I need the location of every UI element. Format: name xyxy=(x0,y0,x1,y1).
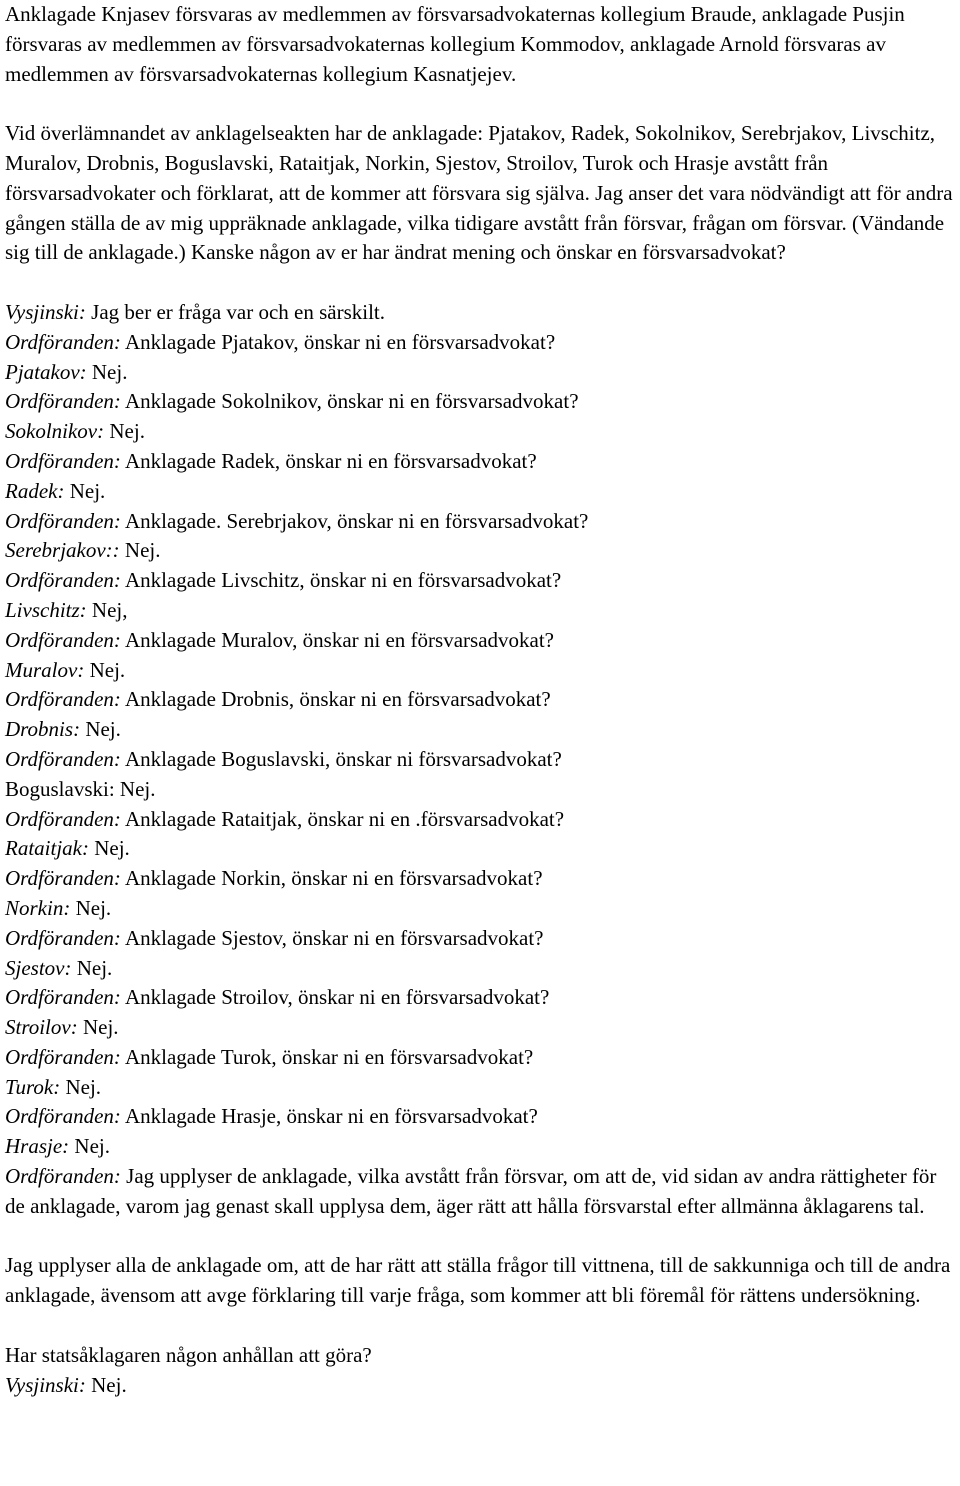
speaker-label: Ordföranden: xyxy=(5,746,121,771)
dialogue-block xyxy=(5,298,955,1162)
statement-paragraph: Vid överlämnandet av anklagelseakten har de anklagade: Pjatakov, Radek, Sokolnikov, Serebrjakov, Livschitz, Muralov, Drobnis, Boguslavski, Rataitjak, Norkin, Sjestov, Stroilov, Turok och Hrasje avstått från försvarsadvokater och förklarat, att de kommer att försvara sig själva. Jag anser det vara nödvändigt att för andra gången ställa de av mig uppräknade anklagade, vilka tidigare avstått från försvar, frågan om försvar. (Vändande sig till de anklagade.) Kanske någon av er har ändrat mening och önskar en försvarsadvokat? xyxy=(5,121,953,265)
dialogue-line xyxy=(5,864,955,894)
speaker-label: Turok: xyxy=(5,1074,61,1099)
paragraph-gap xyxy=(5,1311,955,1341)
speaker-label: Norkin: xyxy=(5,895,71,920)
dialogue-line xyxy=(5,417,955,447)
dialogue-line xyxy=(5,1371,955,1401)
speaker-label: Ordföranden: xyxy=(5,329,121,354)
speaker-label: Rataitjak: xyxy=(5,836,89,861)
speaker-label: Ordföranden: xyxy=(5,1044,121,1069)
utterance: Anklagade Boguslavski, önskar ni försvarsadvokat? xyxy=(120,746,562,771)
dialogue-line xyxy=(5,924,955,954)
speaker-label: Ordföranden: xyxy=(5,925,121,950)
dialogue-line xyxy=(5,328,955,358)
utterance: Nej. xyxy=(69,1134,110,1159)
speaker-label: Ordföranden: xyxy=(5,448,121,473)
dialogue-line xyxy=(5,536,955,566)
speaker-label: Ordföranden: xyxy=(5,1104,121,1129)
dialogue-line xyxy=(5,507,955,537)
speaker-label: Livschitz: xyxy=(5,597,87,622)
speaker-label: Hrasje: xyxy=(5,1134,70,1159)
utterance: Nej. xyxy=(88,836,130,861)
dialogue-line xyxy=(5,1132,955,1162)
speaker-label: Ordföranden: xyxy=(5,568,121,593)
utterance: Anklagade Radek, önskar ni en försvarsadvokat? xyxy=(120,448,537,473)
speaker-label: Ordföranden: xyxy=(5,806,121,831)
dialogue-line xyxy=(5,1073,955,1103)
rights-paragraph: Jag upplyser alla de anklagade om, att de har rätt att ställa frågor till vittnena, till de sakkunniga och till de andra anklagade, ävensom att avge förklaring till varje fråga, som kommer att bli föremål för rättens undersökning. xyxy=(5,1253,951,1308)
dialogue-line xyxy=(5,1013,955,1043)
speaker-label: Stroilov: xyxy=(5,1015,78,1040)
dialogue-line xyxy=(5,954,955,984)
paragraph-gap xyxy=(5,268,955,298)
utterance: Nej. xyxy=(80,717,121,742)
utterance: Anklagade Turok, önskar ni en försvarsadvokat? xyxy=(120,1044,534,1069)
dialogue-line xyxy=(5,566,955,596)
utterance: Nej. xyxy=(64,478,106,503)
dialogue-line xyxy=(5,894,955,924)
utterance: Nej, xyxy=(86,597,128,622)
dialogue-line xyxy=(5,775,955,805)
dialogue-line xyxy=(5,805,955,835)
dialogue-line xyxy=(5,745,955,775)
speaker-label: Ordföranden: xyxy=(5,389,121,414)
dialogue-line xyxy=(5,983,955,1013)
utterance: Anklagade Norkin, önskar ni en försvarsadvokat? xyxy=(120,866,543,891)
speaker-label: Sjestov: xyxy=(5,955,72,980)
utterance: Anklagade Drobnis, önskar ni en försvarsadvokat? xyxy=(120,687,551,712)
dialogue-line xyxy=(5,447,955,477)
utterance: Nej. xyxy=(84,657,126,682)
utterance: Nej. xyxy=(104,419,145,444)
dialogue-line xyxy=(5,1102,955,1132)
dialogue-line xyxy=(5,656,955,686)
utterance: Nej. xyxy=(85,1372,127,1397)
speaker-label: Pjatakov: xyxy=(5,359,87,384)
speaker-label: Ordföranden: xyxy=(5,627,121,652)
utterance: Boguslavski: Nej. xyxy=(5,776,156,801)
utterance: Anklagade Hrasje, önskar ni en försvarsadvokat? xyxy=(120,1104,538,1129)
speaker-label: Ordföranden: xyxy=(5,1164,121,1189)
speaker-label: Serebrjakov:: xyxy=(5,538,120,563)
speaker-label: Ordföranden: xyxy=(5,985,121,1010)
dialogue-line xyxy=(5,596,955,626)
paragraph-gap xyxy=(5,1222,955,1252)
dialogue-line xyxy=(5,685,955,715)
utterance: Anklagade Sjestov, önskar ni en försvarsadvokat? xyxy=(120,925,544,950)
utterance: Nej. xyxy=(70,895,112,920)
utterance: Anklagade Stroilov, önskar ni en försvarsadvokat? xyxy=(120,985,550,1010)
speaker-label: Muralov: xyxy=(5,657,85,682)
utterance: Nej. xyxy=(119,538,161,563)
utterance: Nej. xyxy=(60,1074,102,1099)
document-page xyxy=(5,0,955,1400)
dialogue-line xyxy=(5,387,955,417)
speaker-label: Ordföranden: xyxy=(5,866,121,891)
dialogue-line xyxy=(5,358,955,388)
chairman-notice xyxy=(5,1162,955,1222)
utterance: Anklagade Sokolnikov, önskar ni en försvarsadvokat? xyxy=(120,389,579,414)
speaker-label: Ordföranden: xyxy=(5,687,121,712)
dialogue-line xyxy=(5,1043,955,1073)
utterance: Jag upplyser de anklagade, vilka avstått från försvar, om att de, vid sidan av andra rättigheter för de anklagade, varom jag genast skall upplysa dem, äger rätt att hålla försvarstal efter allmänna åklagarens tal. xyxy=(5,1164,937,1218)
utterance: Anklagade Muralov, önskar ni en försvarsadvokat? xyxy=(120,627,554,652)
utterance: Jag ber er fråga var och en särskilt. xyxy=(85,299,386,324)
speaker-label: Sokolnikov: xyxy=(5,419,105,444)
speaker-label: Ordföranden: xyxy=(5,508,121,533)
speaker-label: Drobnis: xyxy=(5,717,81,742)
intro-paragraph: Anklagade Knjasev försvaras av medlemmen av försvarsadvokaternas kollegium Braude, anklagade Pusjin försvaras av medlemmen av försvarsadvokaternas kollegium Kommodov, anklagade Arnold försvaras av medlemmen av försvarsadvokaternas kollegium Kasnatjejev. xyxy=(5,2,905,86)
utterance: Anklagade Pjatakov, önskar ni en försvarsadvokat? xyxy=(120,329,556,354)
speaker-label: Radek: xyxy=(5,478,65,503)
dialogue-line xyxy=(5,477,955,507)
paragraph-gap xyxy=(5,89,955,119)
utterance: Nej. xyxy=(71,955,113,980)
prosecutor-question: Har statsåklagaren någon anhållan att göra? xyxy=(5,1342,372,1367)
utterance: Anklagade Livschitz, önskar ni en försvarsadvokat? xyxy=(120,568,562,593)
speaker-label: Vysjinski: xyxy=(5,1372,86,1397)
speaker-label: Vysjinski: xyxy=(5,299,86,324)
utterance: Nej. xyxy=(77,1015,119,1040)
utterance: Anklagade Rataitjak, önskar ni en .försvarsadvokat? xyxy=(120,806,565,831)
utterance: Anklagade. Serebrjakov, önskar ni en försvarsadvokat? xyxy=(120,508,589,533)
dialogue-line xyxy=(5,298,955,328)
dialogue-line xyxy=(5,715,955,745)
dialogue-line xyxy=(5,834,955,864)
utterance: Nej. xyxy=(86,359,128,384)
dialogue-line xyxy=(5,626,955,656)
